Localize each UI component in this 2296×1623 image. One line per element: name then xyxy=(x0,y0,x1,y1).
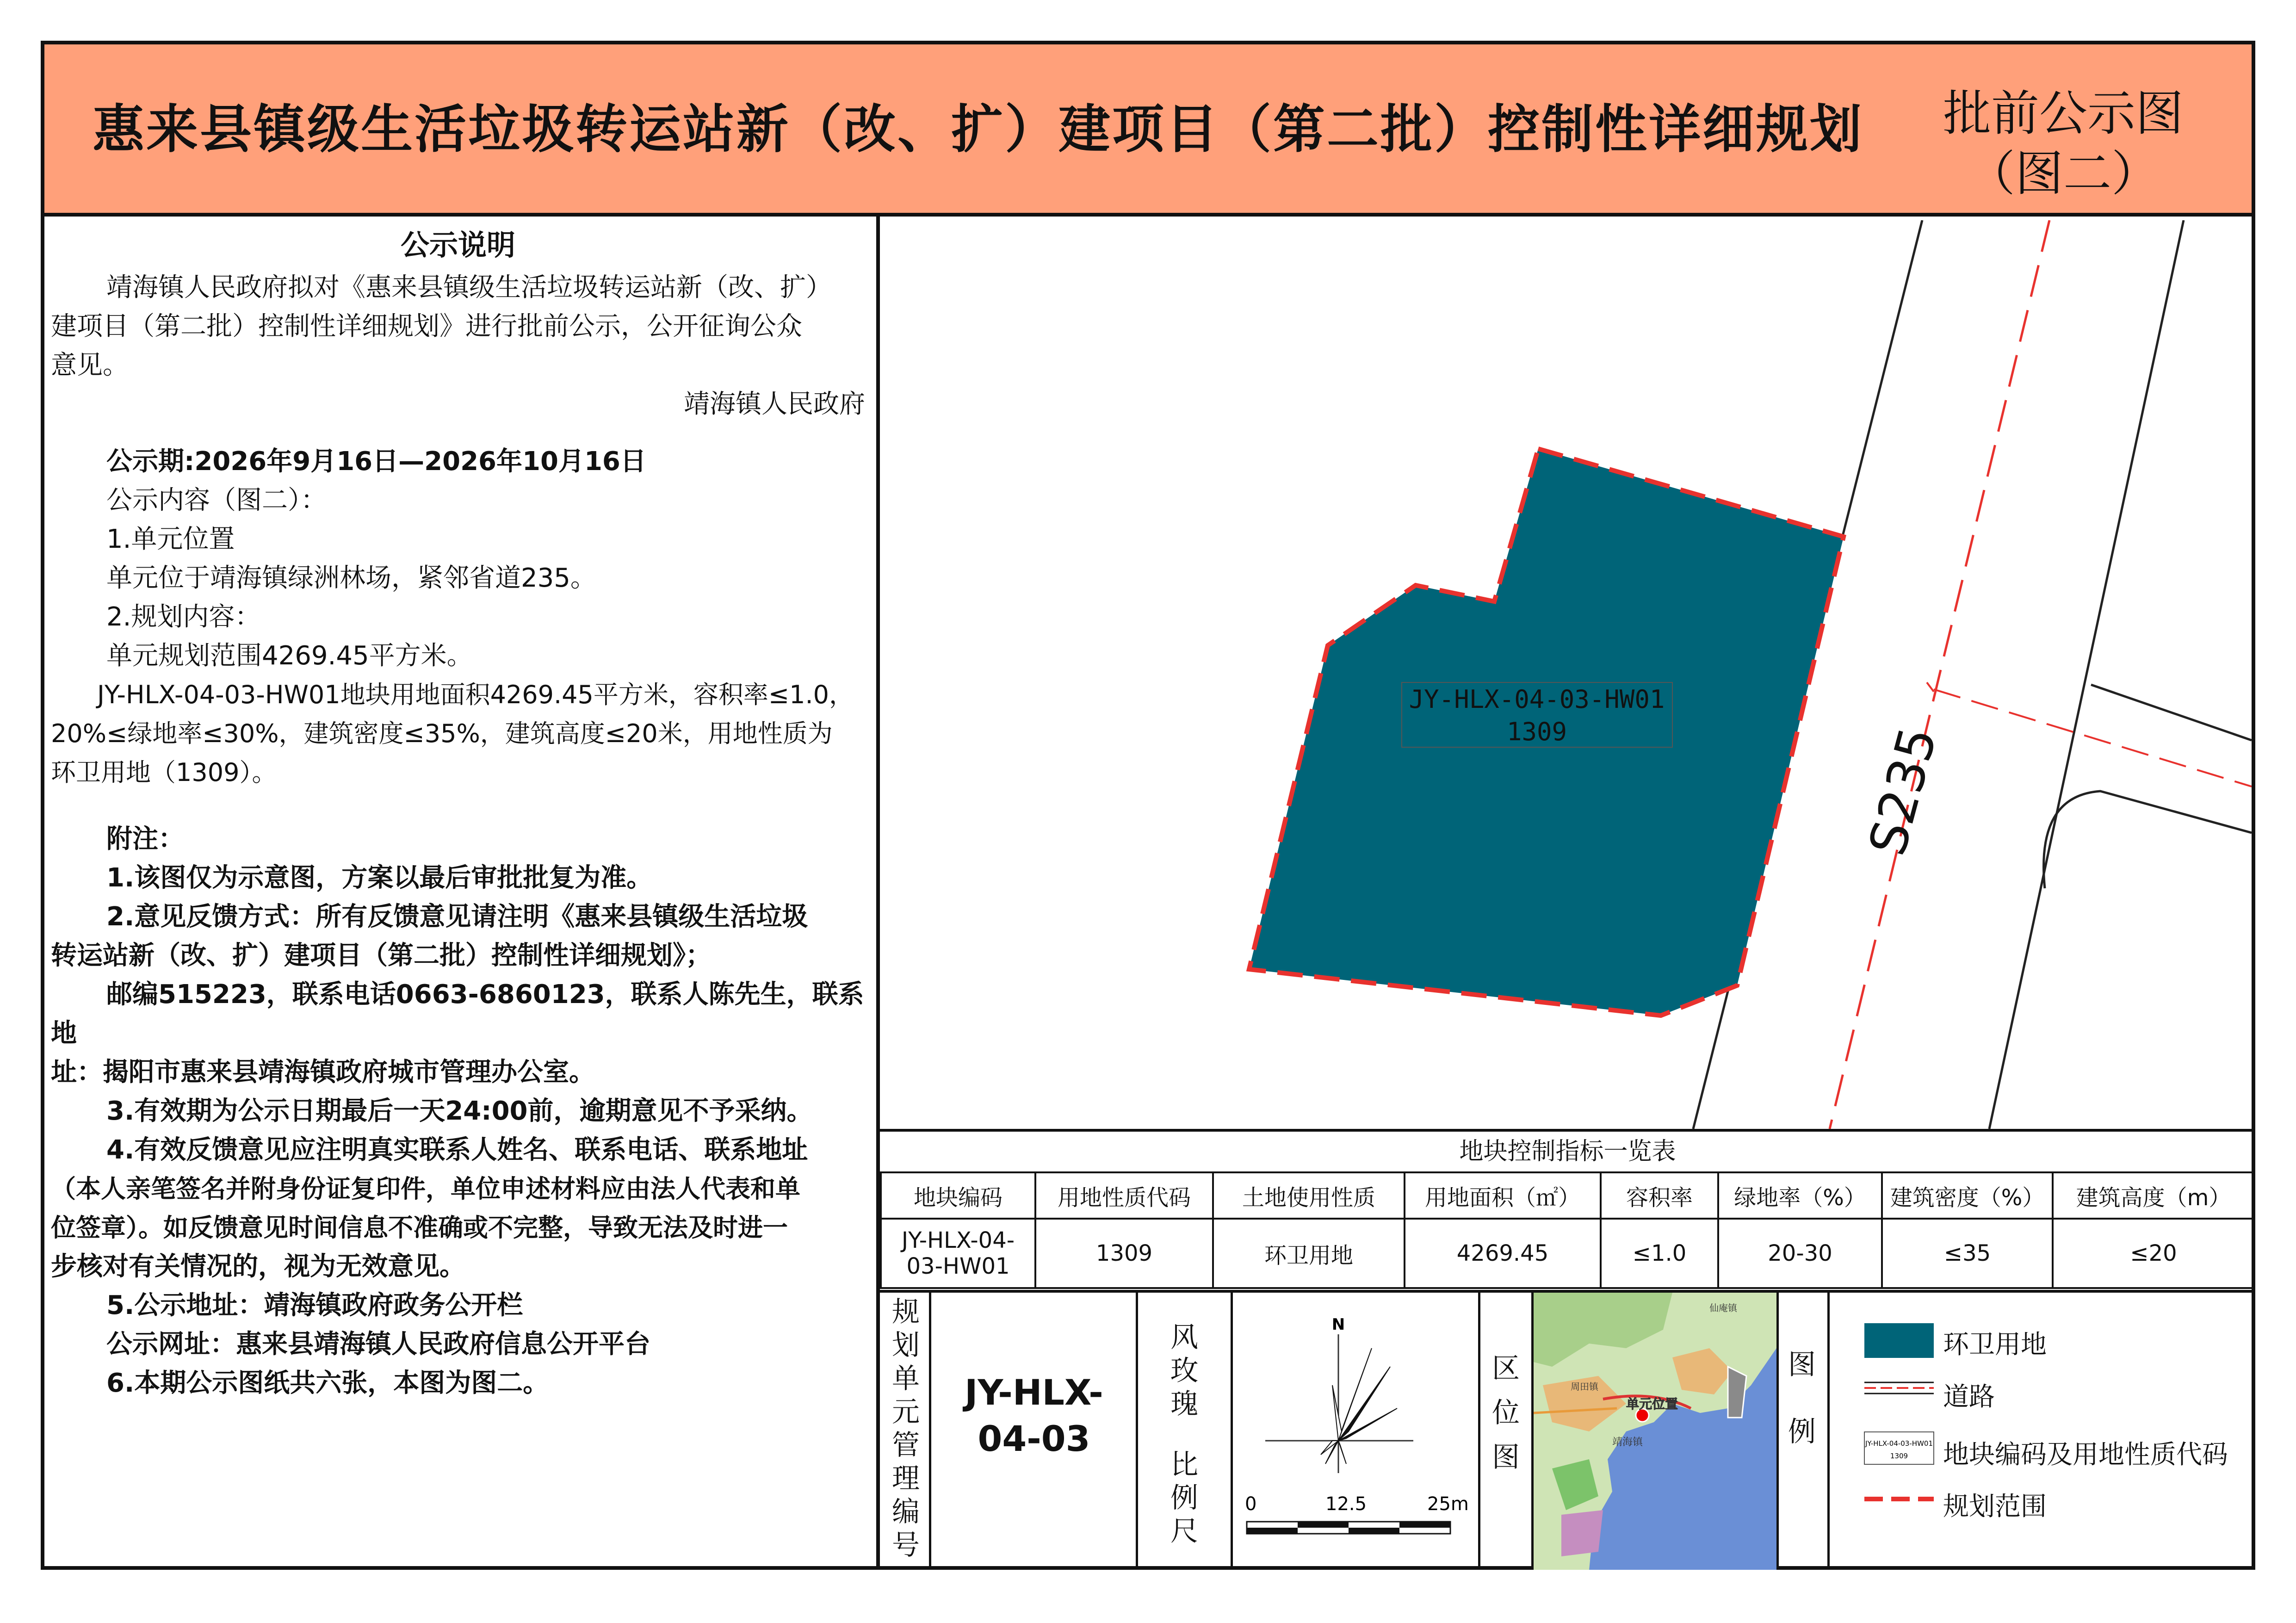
plan-title: 惠来县镇级生活垃圾转运站新（改、扩）建项目（第二批）控制性详细规划 xyxy=(93,99,1863,160)
legend-fill-swatch-icon xyxy=(1864,1323,1934,1358)
appendix-2-2: 转运站新（改、扩）建项目（第二批）控制性详细规划》； xyxy=(51,941,712,971)
location-label-char: 图 xyxy=(1492,1441,1520,1474)
table-header: 建筑密度（%） xyxy=(1882,1172,2053,1219)
north-town-label: 仙庵镇 xyxy=(1709,1302,1737,1313)
scale-bar-seg xyxy=(1298,1522,1349,1528)
appendix-6: 6.本期公示图纸共六张，本图为图二。 xyxy=(106,1368,549,1398)
appendix-5-2: 公示网址：惠来县靖海镇人民政府信息公开平台 xyxy=(106,1329,650,1359)
legend-label-char: 例 xyxy=(1788,1416,1816,1448)
item2-detail-2: 20%≤绿地率≤30%，建筑密度≤35%，建筑高度≤20米，用地性质为 xyxy=(51,719,833,748)
item1-text: 单元位于靖海镇绿洲林场，紧邻省道235。 xyxy=(106,563,596,593)
scale-bar-seg xyxy=(1247,1528,1298,1534)
unit-code-line-1: JY-HLX- xyxy=(965,1372,1103,1413)
appendix-4-1: 4.有效反馈意见应注明真实联系人姓名、联系电话、联系地址 xyxy=(106,1135,808,1165)
cell-far: ≤1.0 xyxy=(1601,1219,1718,1288)
side-road-south-edge xyxy=(2044,791,2252,888)
legend-item-label: 规划范围 xyxy=(1943,1492,2047,1522)
notice-intro-2: 建项目（第二批）控制性详细规划》进行批前公示，公开征询公众 xyxy=(51,311,802,341)
appendix-5-1: 5.公示地址：靖海镇政府政务公开栏 xyxy=(106,1290,523,1320)
north-label: N xyxy=(1331,1315,1345,1334)
west-town-label: 周田镇 xyxy=(1571,1381,1598,1392)
notice-intro-3: 意见。 xyxy=(51,350,129,380)
notice-period: 公示期:2026年9月16日—2026年10月16日 xyxy=(106,446,646,477)
unit-code xyxy=(932,1369,1136,1462)
unit-label-char: 管 xyxy=(892,1429,920,1462)
table-header: 用地面积（㎡） xyxy=(1405,1172,1601,1219)
cell-land-code: 1309 xyxy=(1035,1219,1213,1288)
legend-symbols xyxy=(1855,1314,1938,1545)
rose-petal-n xyxy=(1332,1385,1342,1441)
road-edge-east xyxy=(1989,220,2184,1129)
legend-item-label: 地块编码及用地性质代码 xyxy=(1943,1440,2228,1470)
table-header: 土地使用性质 xyxy=(1213,1172,1405,1219)
cell-parcel-code xyxy=(881,1219,1035,1288)
parcel-land-code-label: 1309 xyxy=(1506,717,1567,746)
wind-label-char: 瑰 xyxy=(1170,1388,1198,1420)
control-table xyxy=(880,1171,2255,1289)
scale-label-char: 尺 xyxy=(1170,1515,1198,1548)
notice-intro-1: 靖海镇人民政府拟对《惠来县镇级生活垃圾转运站新（改、扩） xyxy=(106,273,832,303)
appendix-1: 1.该图仅为示意图，方案以最后审批批复为准。 xyxy=(106,863,653,893)
site-map xyxy=(880,220,2252,1129)
unit-label-char: 编 xyxy=(892,1496,920,1528)
panel-divider xyxy=(876,217,880,1570)
appendix-4-2: （本人亲笔签名并附身份证复印件，单位申述材料应由法人代表和单 xyxy=(51,1174,800,1203)
footer-divider xyxy=(929,1290,931,1570)
table-header: 绿地率（%） xyxy=(1718,1172,1882,1219)
legend-item-label: 环卫用地 xyxy=(1943,1330,2047,1360)
unit-location-label: 单元位置 xyxy=(1626,1396,1678,1412)
cell-height: ≤20 xyxy=(2053,1219,2254,1288)
rose-petal-ene xyxy=(1338,1408,1397,1441)
rose-petal-ne xyxy=(1338,1367,1390,1441)
rose-petal-wsw xyxy=(1321,1441,1338,1455)
footer-divider xyxy=(1776,1290,1779,1570)
notice-panel xyxy=(51,222,865,1403)
item2-title: 2.规划内容： xyxy=(106,602,261,632)
scale-tick-0: 0 xyxy=(1245,1493,1257,1515)
unit-label-char: 理 xyxy=(892,1462,920,1495)
wind-label-char: 玫 xyxy=(1170,1355,1198,1387)
stamp-line-1: 批前公示图 xyxy=(1943,85,2184,142)
scale-label-char: 例 xyxy=(1170,1482,1198,1514)
notice-heading: 公示说明 xyxy=(400,228,515,262)
footer-divider xyxy=(1136,1290,1138,1570)
cell-area: 4269.45 xyxy=(1405,1219,1601,1288)
scale-label-char: 比 xyxy=(1170,1449,1198,1481)
road-centerline xyxy=(1830,220,2049,1129)
appendix-4-3: 位签章）。如反馈意见时间信息不准确或不完整，导致无法及时进一 xyxy=(51,1213,788,1242)
notice-signature: 靖海镇人民政府 xyxy=(684,389,865,419)
table-header-row xyxy=(881,1172,2254,1219)
cell-parcel-code-2: 03-HW01 xyxy=(906,1253,1010,1279)
purple-area xyxy=(1561,1510,1603,1556)
table-row xyxy=(881,1219,2254,1288)
town-label: 靖海镇 xyxy=(1612,1437,1643,1448)
side-road-north-edge xyxy=(2091,685,2252,740)
stamp-line-2: （图二） xyxy=(1967,145,2160,202)
table-header: 地块编码 xyxy=(881,1172,1035,1219)
location-label-char: 区 xyxy=(1492,1352,1520,1385)
legend-label-char: 图 xyxy=(1788,1349,1816,1381)
appendix-2-1: 2.意见反馈方式：所有反馈意见请注明《惠来县镇级生活垃圾 xyxy=(106,902,808,932)
legend-label xyxy=(1783,1344,1820,1478)
cell-parcel-code-1: JY-HLX-04- xyxy=(901,1227,1015,1253)
table-header: 建筑高度（m） xyxy=(2053,1172,2254,1219)
appendix-3: 3.有效期为公示日期最后一天24:00前，逾期意见不予采纳。 xyxy=(106,1096,813,1126)
side-road-tick xyxy=(1927,682,1934,692)
item2-detail-3: 环卫用地（1309）。 xyxy=(51,758,277,787)
appendix-4-4: 步核对有关情况的，视为无效意见。 xyxy=(51,1251,465,1282)
side-road-centerline xyxy=(1934,689,2252,787)
location-label-char: 位 xyxy=(1492,1397,1520,1429)
wind-rose-and-scale xyxy=(1233,1293,1478,1570)
table-header: 容积率 xyxy=(1601,1172,1718,1219)
legend-code-tag-line-1: JY-HLX-04-03-HW01 xyxy=(1865,1439,1933,1448)
content-title: 公示内容（图二）： xyxy=(106,485,327,515)
cell-green: 20-30 xyxy=(1718,1219,1882,1288)
footer-divider xyxy=(1478,1290,1480,1570)
legend-item-label: 道路 xyxy=(1943,1382,1995,1412)
location-label xyxy=(1487,1346,1524,1480)
cell-land-use: 环卫用地 xyxy=(1213,1219,1405,1288)
scale-label xyxy=(1166,1448,1203,1548)
appendix-title: 附注： xyxy=(106,824,184,854)
control-table-title: 地块控制指标一览表 xyxy=(1459,1138,1676,1165)
unit-label-char: 号 xyxy=(892,1529,920,1561)
parcel-code-label: JY-HLX-04-03-HW01 xyxy=(1409,685,1665,714)
scale-bar-seg xyxy=(1399,1522,1450,1528)
unit-label-char: 元 xyxy=(892,1396,920,1428)
wind-label-char: 风 xyxy=(1170,1321,1198,1354)
scale-tick-end: 25m xyxy=(1427,1493,1469,1515)
unit-label-char: 规 xyxy=(892,1296,920,1328)
location-map xyxy=(1534,1293,1776,1570)
appendix-2-4: 址：揭阳市惠来县靖海镇政府城市管理办公室。 xyxy=(51,1057,595,1087)
item2-text: 单元规划范围4269.45平方米。 xyxy=(106,641,473,671)
item1-title: 1.单元位置 xyxy=(106,524,235,554)
wind-rose-label xyxy=(1166,1321,1203,1421)
legend-code-tag-line-2: 1309 xyxy=(1890,1452,1908,1460)
scale-bar-seg xyxy=(1349,1528,1399,1534)
scale-tick-mid: 12.5 xyxy=(1325,1493,1367,1515)
footer-divider xyxy=(1827,1290,1830,1570)
cell-density: ≤35 xyxy=(1882,1219,2053,1288)
appendix-2-3: 邮编515223，联系电话0663-6860123，联系人陈先生，联系地 xyxy=(51,979,864,1048)
unit-label xyxy=(887,1295,924,1562)
road-label: S235 xyxy=(1857,721,1949,861)
table-header: 用地性质代码 xyxy=(1035,1172,1213,1219)
rose-petal-s xyxy=(1338,1441,1346,1464)
unit-code-line-2: 04-03 xyxy=(978,1418,1090,1459)
unit-label-char: 划 xyxy=(892,1329,920,1362)
item2-detail-1: JY-HLX-04-03-HW01地块用地面积4269.45平方米，容积率≤1.0， xyxy=(97,680,854,709)
unit-label-char: 单 xyxy=(892,1363,920,1395)
